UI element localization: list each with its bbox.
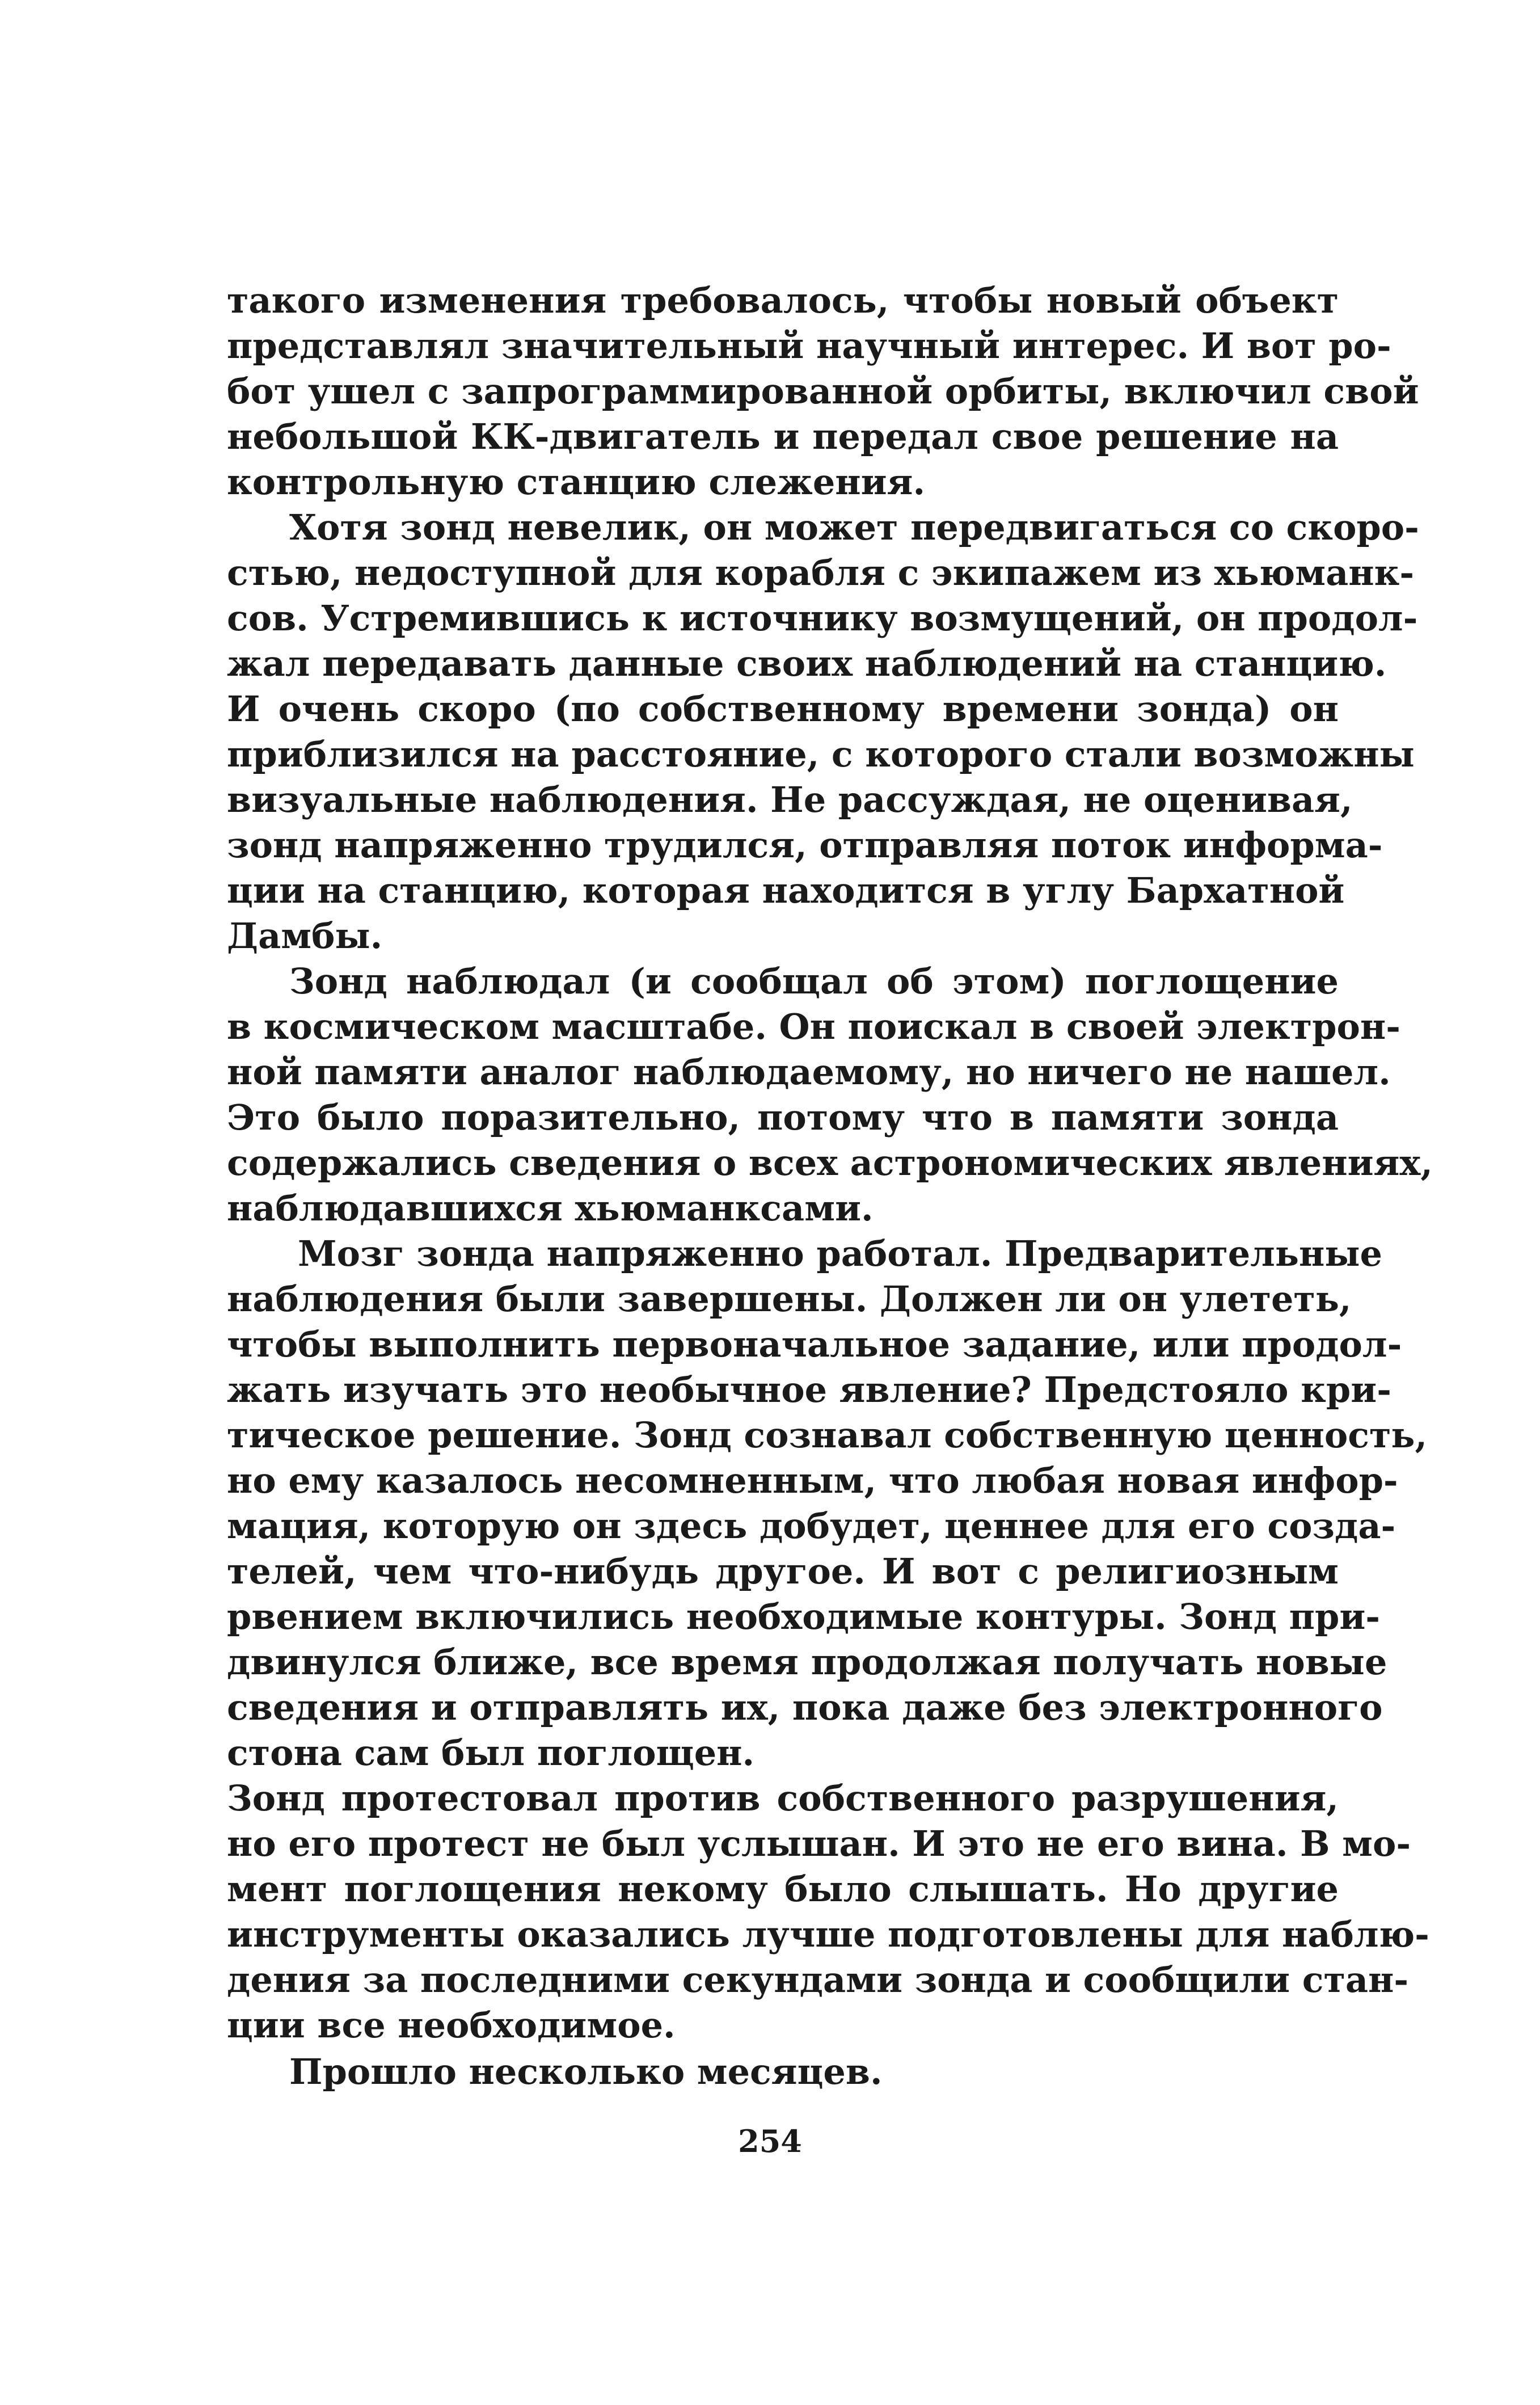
text-line: представлял значительный научный интерес. И вот ро- (227, 325, 1391, 367)
text-line: приблизился на расстояние, с которого стали возможны (227, 734, 1415, 775)
text-line: наблюдения были завершены. Должен ли он улететь, (227, 1278, 1352, 1320)
text-line: жал передавать данные своих наблюдений на станцию. (227, 643, 1387, 684)
text-line: мация, которую он здесь добудет, ценнее для его созда- (227, 1505, 1396, 1547)
text-line: ции на станцию, которая находится в углу Бархатной (227, 870, 1345, 911)
text-line: ной памяти аналог наблюдаемому, но ничего не нашел. (227, 1051, 1391, 1093)
text-line: сведения и отправлять их, пока даже без электронного (227, 1687, 1383, 1728)
text-line: Хотя зонд невелик, он может передвигаться со скоро- (289, 507, 1419, 548)
text-line: зонд напряженно трудился, отправляя поток информа- (227, 824, 1383, 866)
text-line: инструменты оказались лучше подготовлены для наблю- (227, 1914, 1429, 1955)
page-number: 254 (738, 2123, 802, 2159)
text-line: Зонд наблюдал (и сообщал об этом) поглощение (289, 961, 1339, 1002)
text-line: Зонд протестовал против собственного разрушения, (227, 1778, 1339, 1819)
text-line: небольшой КК-двигатель и передал свое решение на (227, 416, 1339, 457)
text-line: наблюдавшихся хьюманксами. (227, 1187, 874, 1229)
text-line: тическое решение. Зонд сознавал собственную ценность, (227, 1414, 1428, 1456)
text-line: но ему казалось несомненным, что любая новая инфор- (227, 1460, 1398, 1501)
text-line: в космическом масштабе. Он поискал в своей электрон- (227, 1006, 1400, 1047)
text-line: И очень скоро (по собственному времени зонда) он (227, 688, 1339, 730)
text-line: Прошло несколько месяцев. (289, 2051, 883, 2092)
text-line: контрольную станцию слежения. (227, 461, 926, 503)
text-line: бот ушел с запрограммированной орбиты, включил свой (227, 370, 1419, 412)
text-line: двинулся ближе, все время продолжая получать новые (227, 1641, 1387, 1683)
text-line: рвением включились необходимые контуры. Зонд при- (227, 1596, 1381, 1637)
text-line: ции все необходимое. (227, 2004, 676, 2046)
text-line: содержались сведения о всех астрономических явлениях, (227, 1142, 1433, 1183)
text-line: визуальные наблюдения. Не рассуждая, не оценивая, (227, 779, 1353, 820)
text-line: сов. Устремившись к источнику возмущений, он продол- (227, 597, 1418, 639)
text-line: жать изучать это необычное явление? Предстояло кри- (227, 1369, 1391, 1410)
text-line: мент поглощения некому было слышать. Но другие (227, 1868, 1339, 1910)
text-line: стью, недоступной для корабля с экипажем из хьюманк- (227, 552, 1415, 593)
text-line: дения за последними секундами зонда и сообщили стан- (227, 1959, 1409, 2000)
text-line: Это было поразительно, потому что в памяти зонда (227, 1097, 1339, 1138)
text-line: чтобы выполнить первоначальное задание, или продол- (227, 1324, 1402, 1365)
text-line: стона сам был поглощен. (227, 1732, 755, 1774)
text-line: Дамбы. (227, 915, 383, 957)
text-line: но его протест не был услышан. И это не его вина. В мо- (227, 1823, 1411, 1864)
text-line: Мозг зонда напряженно работал. Предварительные (298, 1233, 1382, 1274)
text-line: такого изменения требовалось, чтобы новый объект (227, 280, 1339, 321)
text-line: телей, чем что-нибудь другое. И вот с религиозным (227, 1551, 1339, 1592)
